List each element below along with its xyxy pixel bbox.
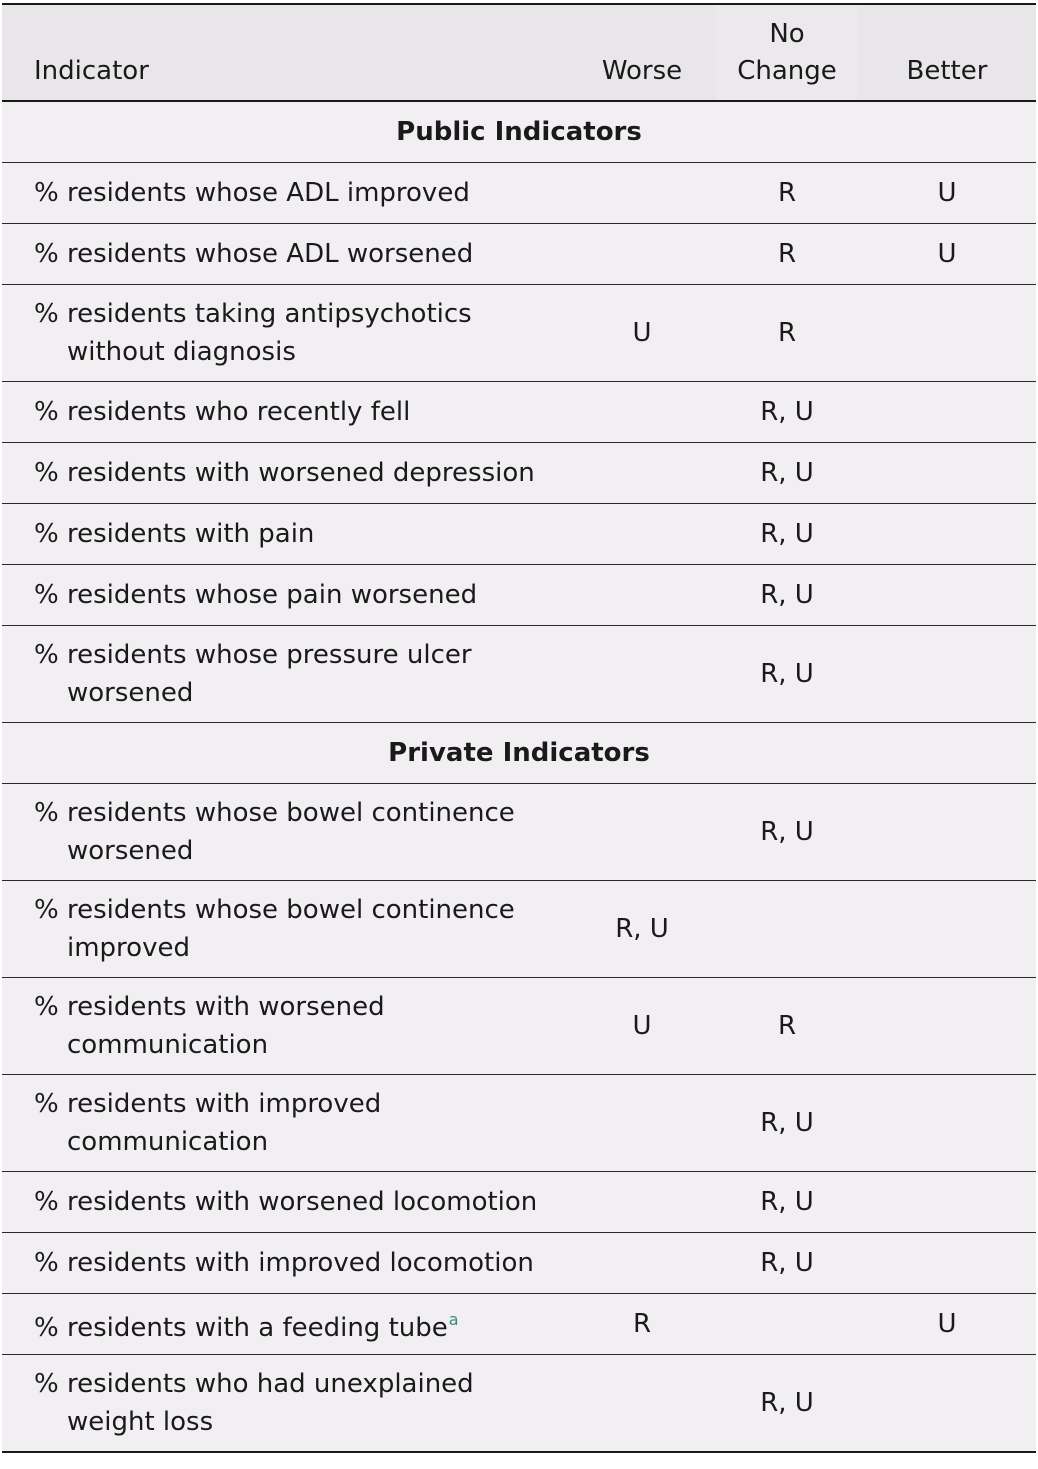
table-row xyxy=(2,565,1036,626)
indicator-cell xyxy=(2,1075,568,1172)
indicator-cell xyxy=(2,224,568,285)
table-row xyxy=(2,1075,1036,1172)
table-row xyxy=(2,443,1036,504)
better-cell xyxy=(858,443,1036,504)
worse-cell xyxy=(568,163,716,224)
section-title: Private Indicators xyxy=(388,738,650,768)
no-change-cell: R, U xyxy=(760,817,814,847)
table-row xyxy=(2,285,1036,382)
indicator-text: % residents with worsened depression xyxy=(34,458,535,488)
table-row xyxy=(2,881,1036,978)
no-change-cell: R, U xyxy=(760,397,814,427)
better-cell xyxy=(858,978,1036,1075)
header-no-change-line1: No xyxy=(769,19,805,49)
indicator-cell xyxy=(2,881,568,978)
indicator-cell xyxy=(2,285,568,382)
indicator-text: % residents with improved communication xyxy=(34,1089,382,1157)
table-row xyxy=(2,978,1036,1075)
no-change-cell: R, U xyxy=(760,458,814,488)
header-row xyxy=(2,4,1036,101)
better-cell: U xyxy=(937,1309,957,1339)
indicator-text: % residents whose ADL worsened xyxy=(34,239,474,269)
indicator-text-wrap xyxy=(34,1301,568,1347)
table-row xyxy=(2,1233,1036,1294)
indicator-table-container xyxy=(2,3,1036,1453)
table-row xyxy=(2,784,1036,881)
indicator-cell xyxy=(2,1172,568,1233)
better-cell: U xyxy=(937,178,957,208)
table-row xyxy=(2,1355,1036,1453)
indicator-text: % residents taking antipsychotics without diagnosis xyxy=(34,299,472,367)
worse-cell xyxy=(568,443,716,504)
indicator-cell xyxy=(2,784,568,881)
worse-cell xyxy=(568,1355,716,1453)
indicator-text: % residents who recently fell xyxy=(34,397,411,427)
indicator-cell xyxy=(2,1294,568,1355)
indicator-text: % residents who had unexplained weight loss xyxy=(34,1369,474,1437)
better-cell xyxy=(858,1355,1036,1453)
worse-cell xyxy=(568,626,716,723)
no-change-cell: R, U xyxy=(760,580,814,610)
worse-cell xyxy=(568,1233,716,1294)
worse-cell xyxy=(568,784,716,881)
worse-cell xyxy=(568,382,716,443)
header-no-change xyxy=(716,4,858,101)
table-row xyxy=(2,224,1036,285)
no-change-cell: R xyxy=(777,239,797,269)
better-cell xyxy=(858,1172,1036,1233)
better-cell: U xyxy=(937,239,957,269)
table-row xyxy=(2,1294,1036,1355)
section-title: Public Indicators xyxy=(396,117,642,147)
worse-cell xyxy=(568,1172,716,1233)
indicator-cell xyxy=(2,978,568,1075)
indicator-text: % residents with a feeding tube xyxy=(34,1313,448,1343)
no-change-cell: R xyxy=(777,318,797,348)
table-row xyxy=(2,382,1036,443)
indicator-cell xyxy=(2,382,568,443)
better-cell xyxy=(858,285,1036,382)
section-row-private xyxy=(2,723,1036,784)
indicator-text: % residents with worsened communication xyxy=(34,992,385,1060)
indicator-cell xyxy=(2,626,568,723)
worse-cell: U xyxy=(632,318,652,348)
worse-cell xyxy=(568,504,716,565)
better-cell xyxy=(858,881,1036,978)
no-change-cell: R, U xyxy=(760,1388,814,1418)
indicator-text: % residents with improved locomotion xyxy=(34,1248,534,1278)
table-row xyxy=(2,626,1036,723)
indicator-text: % residents whose pressure ulcer worsened xyxy=(34,640,472,708)
worse-cell: R, U xyxy=(615,914,669,944)
no-change-cell: R, U xyxy=(760,1108,814,1138)
no-change-cell: R xyxy=(777,1011,797,1041)
footnote-marker: a xyxy=(448,1310,459,1329)
better-cell xyxy=(858,382,1036,443)
worse-cell: R xyxy=(632,1309,652,1339)
table-row xyxy=(2,504,1036,565)
indicator-cell xyxy=(2,443,568,504)
better-cell xyxy=(858,504,1036,565)
no-change-cell xyxy=(716,881,858,978)
better-cell xyxy=(858,565,1036,626)
worse-cell xyxy=(568,224,716,285)
better-cell xyxy=(858,626,1036,723)
header-indicator: Indicator xyxy=(2,4,568,101)
no-change-cell: R, U xyxy=(760,659,814,689)
indicator-text: % residents whose pain worsened xyxy=(34,580,478,610)
table-row xyxy=(2,1172,1036,1233)
no-change-cell: R, U xyxy=(760,519,814,549)
better-cell xyxy=(858,784,1036,881)
worse-cell xyxy=(568,565,716,626)
header-better: Better xyxy=(858,4,1036,101)
better-cell xyxy=(858,1233,1036,1294)
indicator-cell xyxy=(2,1355,568,1453)
indicator-cell xyxy=(2,1233,568,1294)
no-change-cell: R, U xyxy=(760,1187,814,1217)
indicator-text: % residents whose bowel continence worsened xyxy=(34,798,515,866)
better-cell xyxy=(858,1075,1036,1172)
no-change-cell: R xyxy=(777,178,797,208)
no-change-cell xyxy=(716,1294,858,1355)
worse-cell: U xyxy=(632,1011,652,1041)
indicator-table xyxy=(2,3,1036,1453)
header-no-change-line2: Change xyxy=(737,56,837,86)
indicator-cell xyxy=(2,565,568,626)
indicator-text: % residents with worsened locomotion xyxy=(34,1187,538,1217)
no-change-cell: R, U xyxy=(760,1248,814,1278)
indicator-cell xyxy=(2,163,568,224)
header-worse: Worse xyxy=(568,4,716,101)
indicator-text: % residents whose ADL improved xyxy=(34,178,470,208)
indicator-cell xyxy=(2,504,568,565)
table-row xyxy=(2,163,1036,224)
section-row-public xyxy=(2,101,1036,163)
worse-cell xyxy=(568,1075,716,1172)
indicator-text: % residents whose bowel continence improved xyxy=(34,895,515,963)
indicator-text: % residents with pain xyxy=(34,519,315,549)
